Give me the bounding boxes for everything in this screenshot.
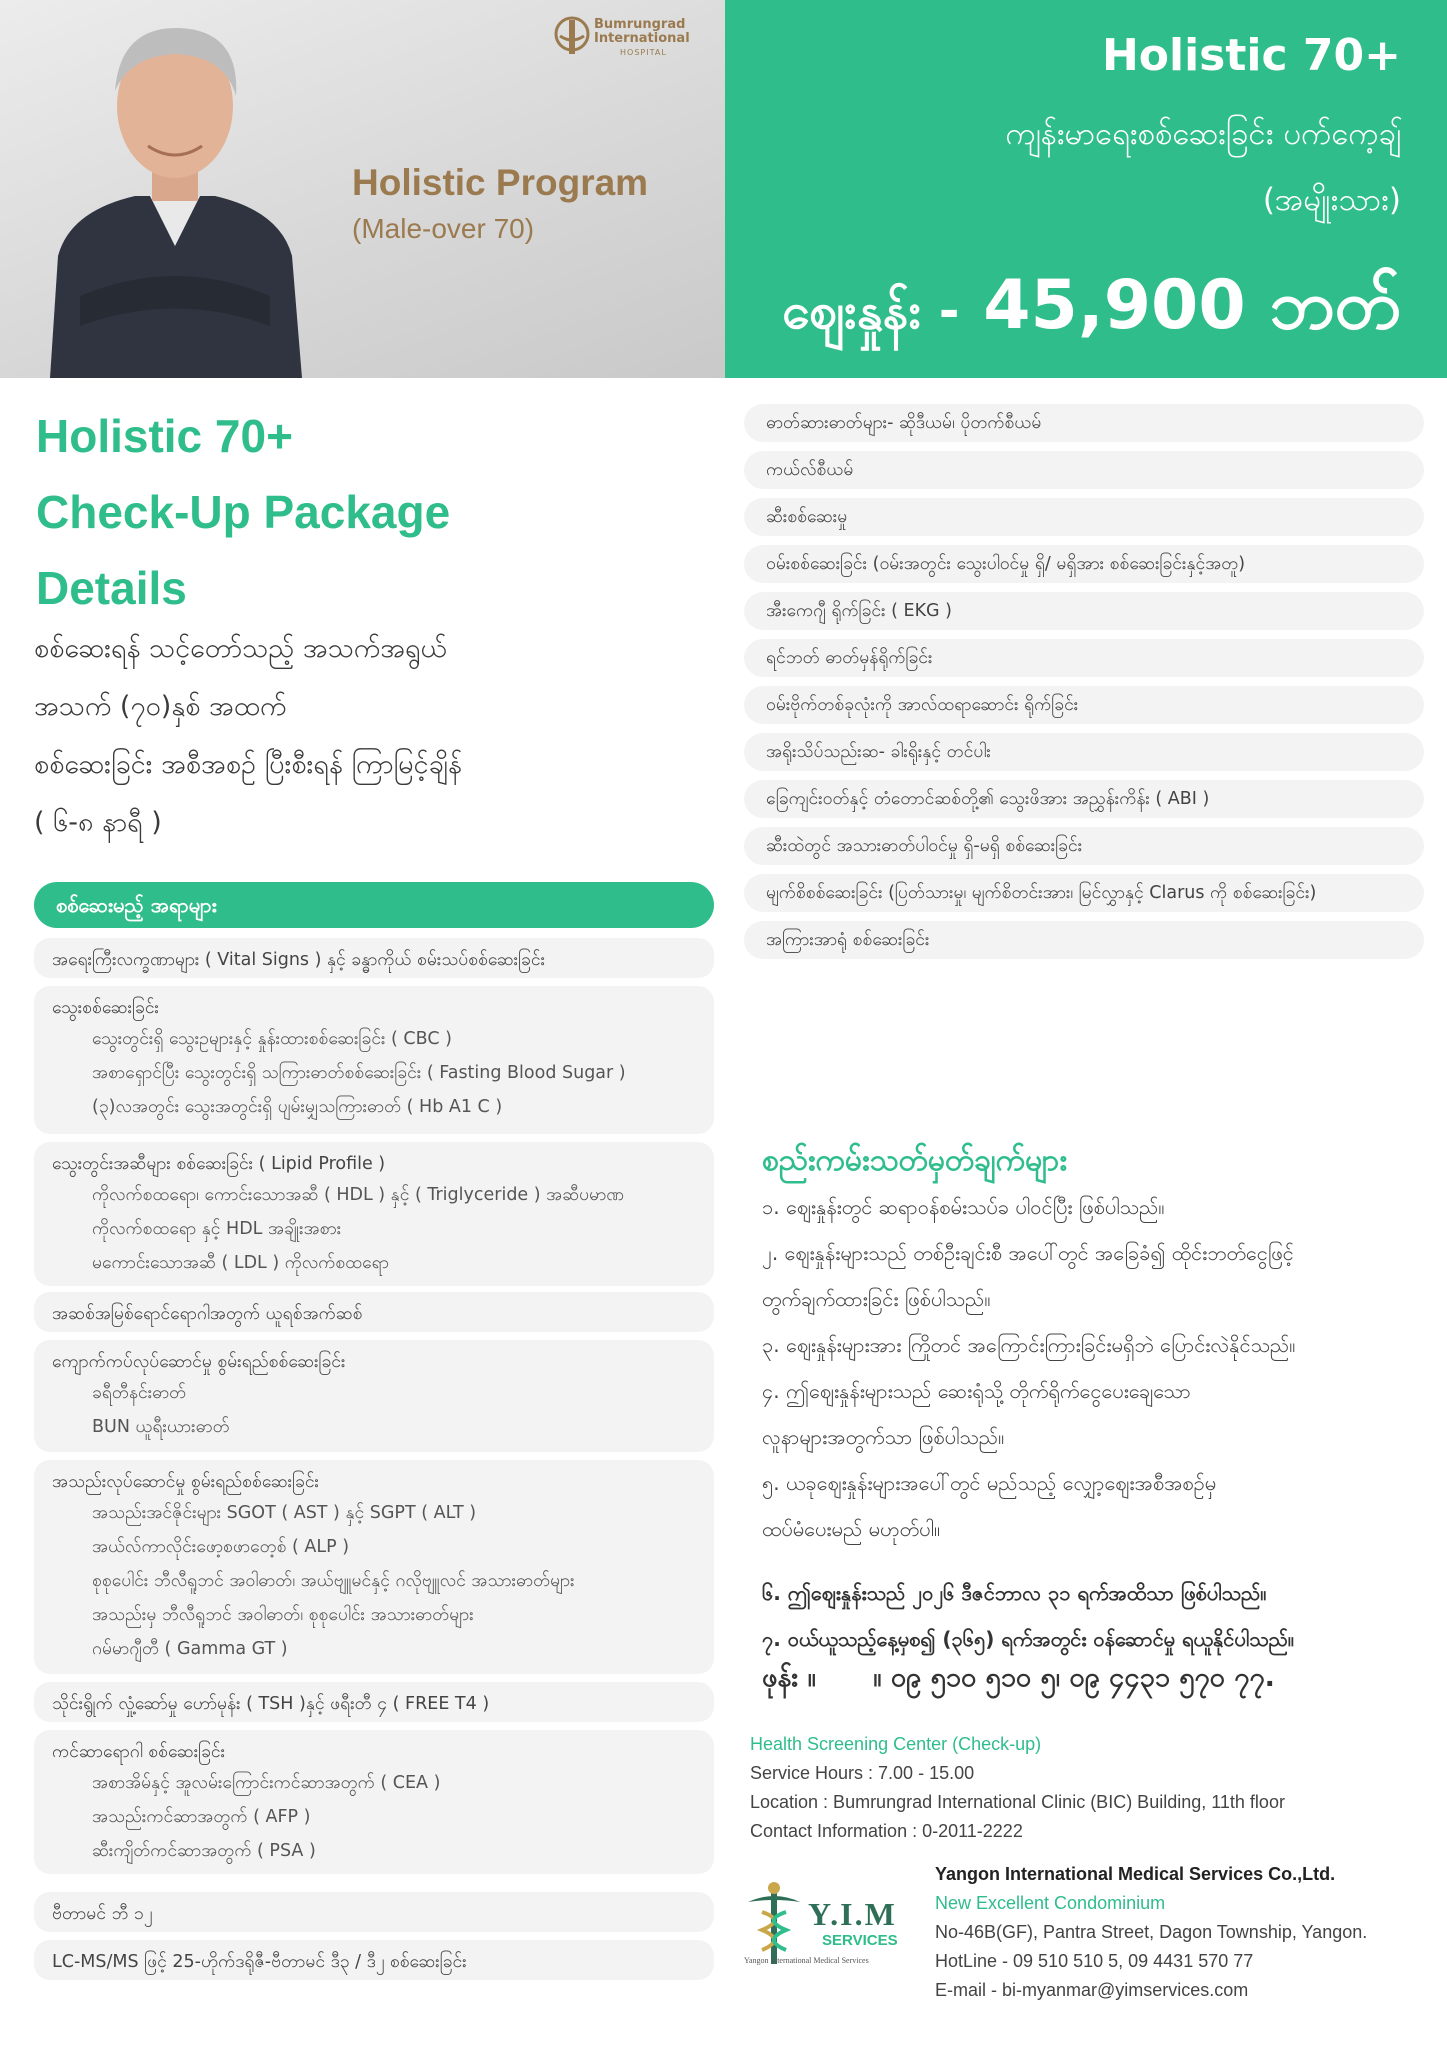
- phone-numbers: [762, 1660, 1275, 1700]
- section-header: စစ်ဆေးမည့် အရာများ: [34, 882, 714, 928]
- test-subitem: အသည်းအင်ဇိုင်းများ SGOT ( AST ) နှင့် SGPT ( ALT ): [92, 1503, 477, 1523]
- test-item: အရိုးသိပ်သည်းဆ- ခါးရိုးနှင့် တင်ပါး: [744, 733, 1424, 771]
- company-address: No-46B(GF), Pantra Street, Dagon Township, Yangon.: [935, 1922, 1368, 1942]
- terms-line: တွက်ချက်ထားခြင်း ဖြစ်ပါသည်။: [762, 1287, 991, 1311]
- screening-title: Health Screening Center (Check-up): [750, 1734, 1042, 1754]
- terms-line: ၇. ဝယ်ယူသည့်နေ့မှစ၍ (၃၆၅) ရက်အတွင်း ဝန်ဆောင်မှု ရယူနိုင်ပါသည်။: [762, 1627, 1294, 1651]
- test-subitem: အစာရှောင်ပြီး သွေးတွင်းရှိ သကြားဓာတ်စစ်ဆေးခြင်း ( Fasting Blood Sugar ): [92, 1063, 626, 1083]
- test-item: [34, 1892, 714, 1932]
- terms-line: ၅. ယခုဈေးနှုန်းများအပေါ်တွင် မည်သည့် လျှော့ဈေးအစီအစဉ်မှ: [762, 1471, 1217, 1495]
- test-subitem: ခရီတီနင်းဓာတ်: [92, 1383, 187, 1403]
- test-item: [34, 1940, 714, 1980]
- intro-line: စစ်ဆေးခြင်း အစီအစဉ် ပြီးစီးရန် ကြာမြင့်ချိန်: [34, 749, 462, 780]
- test-subitem: ဆီးကျိတ်ကင်ဆာအတွက် ( PSA ): [92, 1841, 316, 1861]
- test-item: ခြေကျင်းဝတ်နှင့် တံတောင်ဆစ်တို့၏ သွေးဖိအား အညွှန်းကိန်း ( ABI ): [744, 780, 1424, 818]
- terms-line: ၁. ဈေးနှုန်းတွင် ဆရာဝန်စမ်းသပ်ခ ပါဝင်ပြီး ဖြစ်ပါသည်။: [762, 1195, 1165, 1219]
- test-item: ဝမ်းစစ်ဆေးခြင်း (ဝမ်းအတွင်း သွေးပါဝင်မှု ရှိ/ မရှိအား စစ်ဆေးခြင်းနှင့်အတူ): [744, 545, 1424, 583]
- intro-line: ( ၆-၈ နာရီ ): [34, 807, 162, 838]
- test-item: ဆီးစစ်ဆေးမှု: [744, 498, 1424, 536]
- title-line: Details: [36, 562, 187, 614]
- terms-line: ၄. ဤဈေးနှုန်းများသည် ဆေးရုံသို့ တိုက်ရိုက်ငွေပေးချေသော: [762, 1379, 1191, 1403]
- intro-block: [34, 620, 694, 852]
- test-subitem: (၃)လအတွင်း သွေးအတွင်းရှိ ပျမ်းမျှသကြားဓာတ် ( Hb A1 C ): [92, 1097, 503, 1117]
- test-subitem: မကောင်းသောအဆီ ( LDL ) ကိုလက်စထရော: [92, 1253, 389, 1273]
- yim-logo-services: SERVICES: [822, 1932, 898, 1949]
- test-item: အီးကေဂျီ ရိုက်ခြင်း ( EKG ): [744, 592, 1424, 630]
- test-item: ဓာတ်ဆားဓာတ်များ- ဆိုဒီယမ်၊ ပိုတက်စီယမ်: [744, 404, 1424, 442]
- test-item: [34, 1682, 714, 1722]
- terms-title: စည်းကမ်းသတ်မှတ်ချက်များ: [762, 1143, 1067, 1178]
- price-banner: [725, 0, 1447, 378]
- bumrungrad-logo: [552, 14, 690, 60]
- test-subitem: အသည်းမှ ဘီလီရူဘင် အဝါဓာတ်၊ စုစုပေါင်း အသားဓာတ်များ: [92, 1605, 474, 1625]
- test-item: [34, 938, 714, 978]
- test-item: [34, 1292, 714, 1332]
- test-subitem: BUN ယူရီးယားဓာတ်: [92, 1417, 230, 1437]
- test-item: [34, 986, 714, 1134]
- test-item-title: သွေးစစ်ဆေးခြင်း: [52, 998, 159, 1018]
- phone-value: ။ ၀၉ ၅၁၀ ၅၁၀ ၅၊ ၀၉ ၄၄၃၁ ၅၇၀ ၇၇.: [873, 1662, 1275, 1693]
- logo-text-line: Bumrungrad: [594, 17, 686, 32]
- price: [782, 262, 1401, 362]
- test-item-title: LC-MS/MS ဖြင့် 25-ဟိုက်ဒရိုဇီ-ဗီတာမင် ဒီ၃ / ဒီ၂ စစ်ဆေးခြင်း: [52, 1952, 467, 1972]
- test-item: [34, 1142, 714, 1286]
- company-info: [935, 1860, 1367, 2005]
- package-subtitle: ကျန်းမာရေးစစ်ဆေးခြင်း ပက်ကေ့ချ်: [1005, 116, 1401, 152]
- test-item: [34, 1730, 714, 1874]
- terms-line: ၂. ဈေးနှုန်းများသည် တစ်ဦးချင်းစီ အပေါ်တွင် အခြေခံ၍ ထိုင်းဘတ်ငွေဖြင့်: [762, 1241, 1294, 1265]
- location: Location : Bumrungrad International Clinic (BIC) Building, 11th floor: [750, 1792, 1285, 1812]
- package-title: Holistic 70+: [1101, 30, 1401, 81]
- company-building: New Excellent Condominium: [935, 1893, 1166, 1913]
- terms-line: ထပ်မံပေးမည် မဟုတ်ပါ။: [762, 1517, 941, 1541]
- logo-text-line: HOSPITAL: [620, 48, 667, 57]
- test-item: ဝမ်းဗိုက်တစ်ခုလုံးကို အာလ်ထရာဆောင်း ရိုက်ခြင်း: [744, 686, 1424, 724]
- test-subitem: သွေးတွင်းရှိ သွေးဥများနှင့် နှုန်းထားစစ်ဆေးခြင်း ( CBC ): [92, 1029, 452, 1049]
- title-line: Holistic 70+: [36, 410, 293, 462]
- test-item: အကြားအာရုံ စစ်ဆေးခြင်း: [744, 921, 1424, 959]
- test-item-title: သိုင်းရွိုက် လှုံ့ဆော်မှု ဟော်မုန်း ( TSH )နှင့် ဖရီးတီ ၄ ( FREE T4 ): [52, 1694, 490, 1714]
- service-hours: Service Hours : 7.00 - 15.00: [750, 1763, 975, 1783]
- title-line: Check-Up Package: [36, 486, 451, 538]
- yim-logo-caption: Yangon International Medical Services: [744, 1956, 869, 1965]
- program-subtitle: (Male-over 70): [352, 213, 535, 244]
- hero-banner: [0, 0, 725, 378]
- test-item-title: ကင်ဆာရောဂါ စစ်ဆေးခြင်း: [52, 1742, 226, 1762]
- test-item: ရင်ဘတ် ဓာတ်မှန်ရိုက်ခြင်း: [744, 639, 1424, 677]
- intro-line: အသက် (၇၀)နှစ် အထက်: [34, 691, 287, 722]
- price-label: ဈေးနှုန်း -: [781, 282, 960, 340]
- test-item-title: အရေးကြီးလက္ခဏာများ ( Vital Signs ) နှင့် ခန္ဓာကိုယ် စမ်းသပ်စစ်ဆေးခြင်း: [52, 950, 546, 970]
- test-item: ကယ်လ်စီယမ်: [744, 451, 1424, 489]
- terms-line: ၆. ဤဈေးနှုန်းသည် ၂၀၂၆ ဒီဇင်ဘာလ ၃၁ ရက်အထိသာ ဖြစ်ပါသည်။: [762, 1581, 1267, 1605]
- test-item: ဆီးထဲတွင် အသားဓာတ်ပါဝင်မှု ရှိ-မရှိ စစ်ဆေးခြင်း: [744, 827, 1424, 865]
- test-subitem: ကိုလက်စထရော၊ ကောင်းသောအဆီ ( HDL ) နှင့် ( Triglyceride ) အဆီပမာဏ: [92, 1185, 624, 1205]
- test-item: [34, 1460, 714, 1674]
- program-title: Holistic Program: [352, 162, 649, 203]
- test-subitem: အစာအိမ်နှင့် အူလမ်းကြောင်းကင်ဆာအတွက် ( CEA ): [92, 1773, 441, 1793]
- test-item-title: ကျောက်ကပ်လုပ်ဆောင်မှု စွမ်းရည်စစ်ဆေးခြင်း: [52, 1352, 346, 1372]
- man-portrait-image: [40, 6, 310, 378]
- logo-text-line: International: [594, 31, 690, 46]
- price-value: 45,900 ဘတ်: [983, 266, 1401, 345]
- package-gender: (အမျိုးသား): [1262, 182, 1401, 218]
- test-item-title: ဗီတာမင် ဘီ ၁၂: [52, 1904, 153, 1924]
- company-hotline: HotLine - 09 510 510 5, 09 4431 570 77: [935, 1951, 1254, 1971]
- terms-line: လူနာများအတွက်သာ ဖြစ်ပါသည်။: [762, 1425, 1005, 1449]
- test-subitem: အသည်းကင်ဆာအတွက် ( AFP ): [92, 1807, 311, 1827]
- yim-logo-text: Y.I.M: [808, 1896, 897, 1932]
- test-subitem: အယ်လ်ကာလိုင်းဖော့စဖာတေ့စ် ( ALP ): [92, 1537, 350, 1557]
- test-item-title: အဆစ်အမြစ်ရောင်ရောဂါအတွက် ယူရစ်အက်ဆစ်: [52, 1304, 363, 1324]
- terms-list: [762, 1184, 1422, 1662]
- test-item-title: သွေးတွင်းအဆီများ စစ်ဆေးခြင်း ( Lipid Profile ): [52, 1154, 386, 1174]
- contact-info: Contact Information : 0-2011-2222: [750, 1821, 1023, 1841]
- screening-center-info: [750, 1730, 1285, 1846]
- terms-line: ၃. ဈေးနှုန်းများအား ကြိုတင် အကြောင်းကြားခြင်းမရှိဘဲ ပြောင်းလဲနိုင်သည်။: [762, 1333, 1296, 1357]
- test-subitem: ကိုလက်စထရော နှင့် HDL အချိုးအစား: [92, 1219, 342, 1239]
- phone-label: ဖုန်း ။: [762, 1662, 816, 1693]
- test-item-title: အသည်းလုပ်ဆောင်မှု စွမ်းရည်စစ်ဆေးခြင်း: [52, 1472, 319, 1492]
- test-item: မျက်စိစစ်ဆေးခြင်း (ပြတ်သားမှု၊ မျက်စိတင်းအား၊ မြင်လွှာနှင့် Clarus ကို စစ်ဆေးခြင်း): [744, 874, 1424, 912]
- company-email: E-mail - bi-myanmar@yimservices.com: [935, 1980, 1249, 2000]
- hospital-emblem-icon: [552, 14, 592, 58]
- intro-line: စစ်ဆေးရန် သင့်တော်သည့် အသက်အရွယ်: [34, 633, 447, 664]
- test-item: [34, 1340, 714, 1452]
- test-subitem: စုစုပေါင်း ဘီလီရူဘင် အဝါဓာတ်၊ အယ်ဗျူမင်နှင့် ဂလိုဗျူလင် အသားဓာတ်များ: [92, 1571, 575, 1591]
- test-subitem: ဂမ်မာဂျီတီ ( Gamma GT ): [92, 1639, 288, 1659]
- page-title: [36, 398, 696, 626]
- company-name: Yangon International Medical Services Co.,Ltd.: [935, 1864, 1336, 1884]
